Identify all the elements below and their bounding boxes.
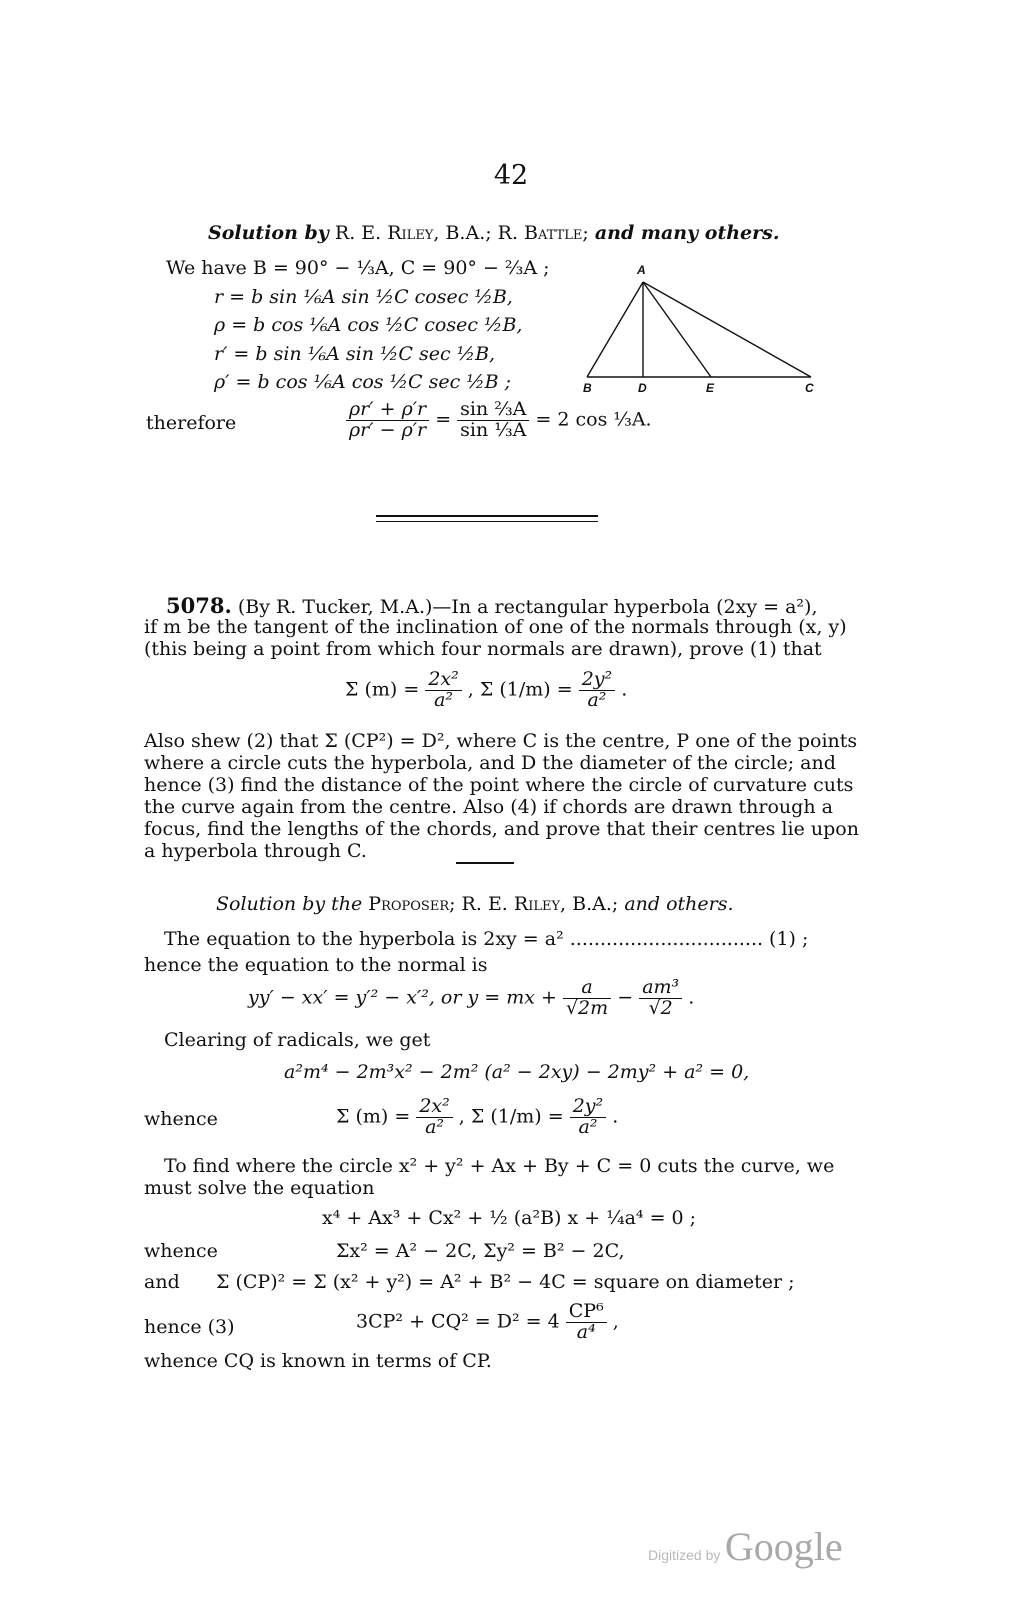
label-e: E [706,381,715,395]
google-logo: Google [724,1524,843,1569]
heading-suffix: and others. [624,893,734,915]
fraction [639,978,682,1019]
equation-line: We have B = 90° − ⅓A, C = 90° − ⅔A ; [166,257,550,279]
heading-authors: Proposer; R. E. Riley, B.A.; [368,893,619,915]
denominator: sin ⅓A [460,418,527,441]
fraction [566,1302,607,1343]
fraction [579,670,615,711]
numerator: am³ [639,978,682,999]
numerator: sin ⅔A [457,400,529,421]
numerator: 2x² [416,1097,452,1118]
heading-prefix: Solution by the [216,893,363,915]
numerator: 2y² [579,670,615,691]
equation-r: r = b sin ⅙A sin ½C cosec ½B, [214,286,513,308]
equation-rho-prime: ρ′ = b cos ⅙A cos ½C sec ½B ; [214,371,512,393]
numerator: CP⁶ [566,1302,607,1323]
whence-label: whence [144,1240,218,1262]
equation-left: yy′ − xx′ = y′² − x′², or y = mx + [248,986,557,1009]
solution-line: To find where the circle x² + y² + Ax + By + C = 0 cuts the curve, we [164,1155,835,1177]
quartic-equation: a²m⁴ − 2m³x² − 2m² (a² − 2xy) − 2my² + a² = 0, [284,1061,750,1083]
paragraph-line: hence (3) find the distance of the point where the circle of curvature cuts [144,774,854,796]
sigma-m: Σ (m) = [345,678,420,701]
sigma-equation: Σ (m) = $\frac{\text{2x²}}{\text{a²}}$ , Σ (1/m) = $\frac{\text{2y²}}{\text{a²}}$ . [336,1095,619,1138]
solution-line: hence the equation to the normal is [144,954,488,976]
line-ae [643,282,711,377]
solution-line: The equation to the hyperbola is 2xy = a² ................................ (1) ; [164,928,809,950]
denominator: a² [587,688,607,711]
fraction [570,1097,606,1138]
sigma-inverse-m: , Σ (1/m) = [467,678,573,701]
solution-line: whence CQ is known in terms of CP. [144,1350,492,1372]
numerator: a [563,978,611,999]
equation-r-prime: r′ = b sin ⅙A sin ½C sec ½B, [214,343,496,365]
fraction [425,670,461,711]
equation-left: 3CP² + CQ² = D² = 4 [356,1310,560,1333]
sum-squares-equation: Σx² = A² − 2C, Σy² = B² − 2C, [336,1240,625,1262]
denominator: a² [425,1115,445,1138]
numerator: 2x² [425,670,461,691]
watermark-prefix: Digitized by [648,1547,721,1563]
side-ab [587,282,643,377]
equals: = [435,408,452,431]
heading-suffix: and many others. [594,222,780,244]
denominator: a² [578,1115,598,1138]
paragraph-line: Also shew (2) that Σ (CP²) = D², where C is the centre, P one of the points [144,730,858,752]
problem-number: 5078. [166,593,232,618]
paragraph-line: where a circle cuts the hyperbola, and D the diameter of the circle; and [144,752,836,774]
paragraph-line: the curve again from the centre. Also (4) if chords are drawn through a [144,796,833,818]
and-label: and [144,1271,180,1293]
normal-equation: yy′ − xx′ = y′² − x′², or y = mx + $\frac{a}{√2m}$ − $\frac{\text{am³}}{√2}$ . [248,976,695,1019]
sigma-m: Σ (m) = [336,1105,411,1128]
denominator: √2 [648,996,673,1019]
denominator: a⁴ [576,1320,596,1343]
result: = 2 cos ⅓A. [535,408,652,431]
heading-prefix: Solution by [208,222,329,244]
problem-text: (By R. Tucker, M.A.)—In a rectangular hyperbola (2xy = a²), [237,596,818,618]
triangle-diagram [575,260,835,400]
diameter-equation: Σ (CP)² = Σ (x² + y²) = A² + B² − 4C = square on diameter ; [216,1271,795,1293]
label-b: B [583,381,592,395]
whence-label: whence [144,1108,218,1130]
solution-line: Clearing of radicals, we get [164,1029,431,1051]
label-c: C [805,381,814,395]
paragraph-line: focus, find the lengths of the chords, and prove that their centres lie upon [144,818,859,840]
label-a: A [637,263,646,277]
ratio-equation [346,400,652,441]
fraction [457,400,529,441]
paragraph-line: a hyperbola through C. [144,840,367,862]
numerator: 2y² [570,1097,606,1118]
digitized-watermark [648,1523,843,1570]
numerator: ρr′ + ρ′r [346,400,429,421]
denominator: a² [434,688,454,711]
label-d: D [638,381,647,395]
problem-statement-line: (this being a point from which four normals are drawn), prove (1) that [144,638,822,660]
minus: − [617,986,634,1009]
circle-equation: x⁴ + Ax³ + Cx² + ½ (a²B) x + ¼a⁴ = 0 ; [322,1207,697,1229]
therefore-label: therefore [146,412,237,434]
fraction [346,400,429,441]
denominator: ρr′ − ρ′r [349,418,427,441]
solution-heading [208,222,779,244]
problem-paragraph [144,730,859,862]
problem-statement-line: if m be the tangent of the inclination of one of the normals through (x, y) [144,616,847,638]
short-separator [456,862,514,864]
sigma-inverse-m: , Σ (1/m) = [458,1105,564,1128]
separator [376,521,598,522]
fraction [416,1097,452,1138]
solution-heading [216,893,734,915]
hence-label: hence (3) [144,1316,235,1338]
fraction [563,978,611,1019]
separator [376,515,598,517]
problem-equation: Σ (m) = $\frac{\text{2x²}}{\text{a²}}$ , Σ (1/m) = $\frac{\text{2y²}}{\text{a²}}$ . [345,668,628,711]
page-number: 42 [493,160,529,191]
heading-authors: R. E. Riley, B.A.; R. Battle; [334,222,589,244]
equation-rho: ρ = b cos ⅙A cos ½C cosec ½B, [214,314,523,336]
side-ac [643,282,811,377]
problem-statement-line [166,593,818,618]
denominator: √2m [565,996,609,1019]
solution-line: must solve the equation [144,1177,375,1199]
cq-equation: 3CP² + CQ² = D² = 4 $\frac{\text{CP⁶}}{\text{a⁴}}$ , [356,1300,619,1343]
